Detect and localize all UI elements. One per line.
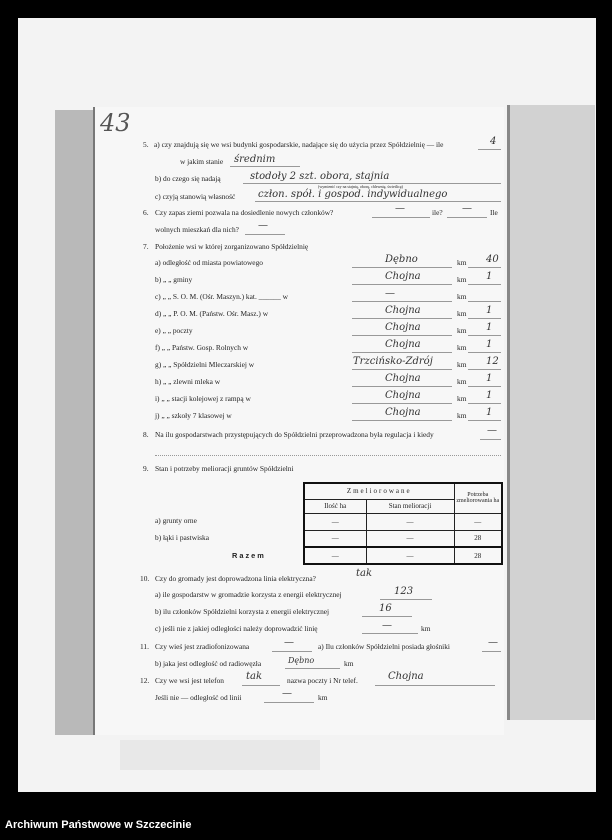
q12-km: km [318,693,328,702]
q12-number: 12. [140,676,150,685]
q7-row-label: d) „ „ P. O. M. (Państw. Ośr. Masz.) w [155,309,269,318]
q9-row-label: a) grunty orne [155,516,197,525]
q10-value: tak [356,568,373,579]
q10c-value: — [382,620,392,631]
q6-value: — [395,203,405,214]
q12-label: Czy we wsi jest telefon [155,676,224,685]
q9-total-label: Razem [232,551,266,560]
q10b-value: 16 [379,603,392,614]
q7-number: 7. [143,242,149,251]
q7-row-place: Chojna [385,305,421,316]
q10b-label: b) ilu członków Spółdzielni korzysta z energii elektrycznej [155,607,330,616]
q7-row-label: b) „ „ gminy [155,275,193,284]
q10c-label: c) jeśli nie z jakiej odległości należy doprowadzić linię [155,624,318,633]
scan-margin [55,110,95,735]
q7-row-place: — [385,288,395,299]
q7-row-place: Dębno [385,254,418,265]
q5-state-value: średnim [234,154,276,165]
q5b-value: stodoły 2 szt. obora, stajnia [250,171,390,182]
q7-row-label: j) „ „ szkoły 7 klasowej w [155,411,232,420]
q10c-km: km [421,624,431,633]
q7-row-label: c) „ „ S. O. M. (Ośr. Maszyn.) kat. ______ w [155,292,289,301]
q7-row-place: Chojna [385,271,421,282]
q7-row-km-label: km [457,411,467,420]
cell: — [304,530,366,547]
bleed-through [120,740,320,770]
q7-row-km-label: km [457,343,467,352]
cell: — [304,547,366,564]
q5a-value: 4 [490,136,497,147]
q7-row-place: Chojna [385,322,421,333]
q7-row-km-label: km [457,360,467,369]
q12-distance-label: Jeśli nie — odległość od linii [155,693,242,702]
q12-name-value: Chojna [388,671,424,682]
q12-value: tak [246,671,263,682]
q7-row-label: a) odległość od miasta powiatowego [155,258,263,267]
q10a-value: 123 [394,586,414,597]
q7-row-label: i) „ „ stacji kolejowej z rampą w [155,394,251,403]
q7-row-label: g) „ „ Spółdzielni Mleczarskiej w [155,360,255,369]
cell: 28 [454,530,502,547]
q6-housing-label: wolnych mieszkań dla nich? [155,225,239,234]
q7-row-km-label: km [457,326,467,335]
q11a-label: a) Ilu członków Spółdzielni posiada głośniki [318,642,450,651]
q8-label: Na ilu gospodarstwach przystępujących do Spółdzielni przeprowadzona była regulacja i kiedy [155,430,434,439]
q7-row-km-label: km [457,309,467,318]
q5a-label: a) czy znajdują się we wsi budynki gospodarskie, nadające się do użycia przez Spółdzielnię — ile [154,140,444,149]
header-improved: Zmeliorowane [304,483,454,499]
q7-row-km-value: 1 [486,390,493,401]
q7-row-km-value: 1 [486,271,493,282]
q11b-value: Dębno [288,656,315,665]
q7-row-km-value: 40 [486,254,499,265]
q7-row-label: e) „ „ poczty [155,326,193,335]
q6-number: 6. [143,208,149,217]
q5-state-label: w jakim stanie [180,157,224,166]
q7-row-km-label: km [457,394,467,403]
q7-row-km-value: 1 [486,407,493,418]
cell: — [366,513,454,530]
q7-row-place: Chojna [385,390,421,401]
q6-ile-label: ile? [432,208,443,217]
q9-label: Stan i potrzeby melioracji gruntów Spółdzielni [155,464,294,473]
q7-row-km-value: 1 [486,305,493,316]
q8-number: 8. [143,430,149,439]
q10a-label: a) ile gospodarstw w gromadzie korzysta z energii elektrycznej [155,590,342,599]
q10-number: 10. [140,574,150,583]
q7-row-place: Chojna [385,373,421,384]
q12-distance-value: — [282,688,292,699]
melioration-table [303,482,503,565]
cell: — [304,513,366,530]
q11a-value: — [488,637,498,648]
header-need: Potrzeba zmeliorowania ha [454,483,502,513]
q7-row-km-value: 1 [486,339,493,350]
q6-label: Czy zapas ziemi pozwala na dosiedlenie nowych członków? [155,208,334,217]
q11-number: 11. [140,642,149,651]
q11-value: — [284,637,294,648]
q5b-note: (wymienić czy na stajnię, oborę, chlewnię, świetlicę) [318,184,403,189]
q11-label: Czy wieś jest zradiofonizowana [155,642,250,651]
q9-row-label: b) łąki i pastwiska [155,533,209,542]
q7-row-km-label: km [457,292,467,301]
q7-label: Położenie wsi w której zorganizowano Spółdzielnię [155,242,309,251]
q11b-label: b) jaka jest odległość od radiowęzła [155,659,262,668]
page-number: 43 [100,109,131,137]
q5c-label: c) czyją stanowią własność [155,192,236,201]
q7-row-km-label: km [457,275,467,284]
q7-row-km-value: 1 [486,322,493,333]
q6-ile-value: — [462,203,472,214]
q7-row-place: Chojna [385,339,421,350]
q5-number: 5. [143,140,149,149]
q7-row-km-value: 12 [486,356,499,367]
header-state: Stan melioracji [366,499,454,513]
q6-ile2-label: Ile [490,208,498,217]
cell: — [454,513,502,530]
q7-row-km-label: km [457,377,467,386]
adjacent-page [507,105,595,720]
q5b-label: b) do czego się nadają [155,174,221,183]
q12-name-label: nazwa poczty i Nr telef. [287,676,358,685]
q7-row-km-value: 1 [486,373,493,384]
q7-row-label: h) „ „ zlewni mleka w [155,377,221,386]
q8-value: — [487,425,497,436]
header-qty: Ilość ha [304,499,366,513]
archive-credit: Archiwum Państwowe w Szczecinie [5,819,192,831]
q7-row-km-label: km [457,258,467,267]
cell: 28 [454,547,502,564]
q7-row-place: Trzcińsko-Zdrój [353,356,433,367]
q7-row-label: f) „ „ Państw. Gosp. Rolnych w [155,343,249,352]
q5c-value: człon. spół. i gospod. indywidualnego [258,189,448,200]
q9-number: 9. [143,464,149,473]
q11b-km: km [344,659,354,668]
q7-row-place: Chojna [385,407,421,418]
q10-label: Czy do gromady jest doprowadzona linia elektryczna? [155,574,316,583]
q6-housing-value: — [258,220,268,231]
cell: — [366,547,454,564]
cell: — [366,530,454,547]
